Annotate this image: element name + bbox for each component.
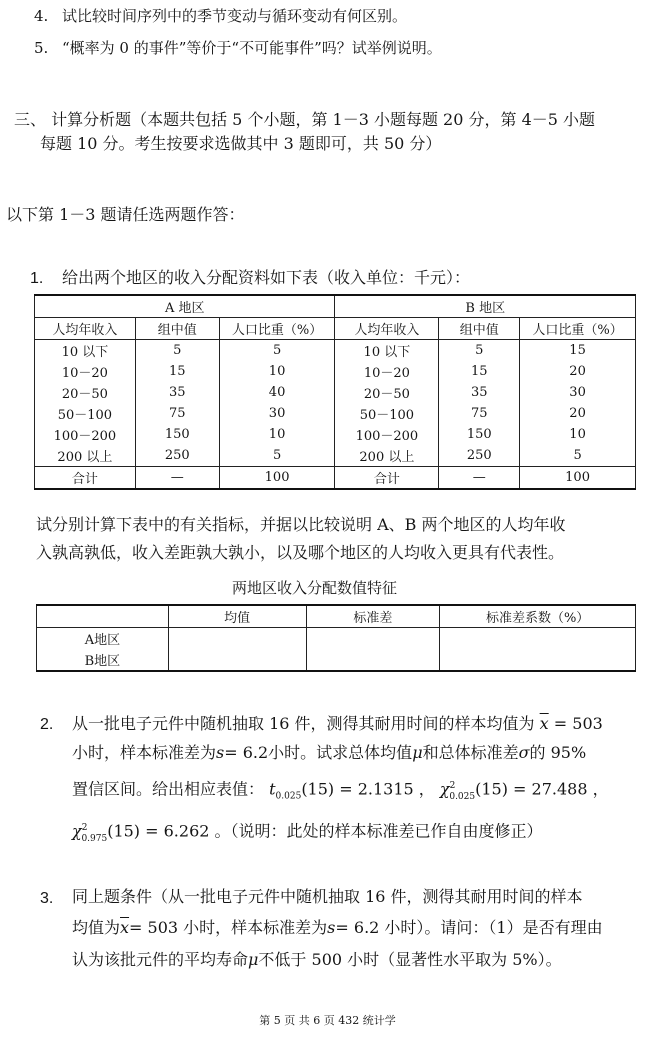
cell: 5 (219, 340, 335, 362)
t-subscript: 0.025 (275, 791, 302, 802)
cell: 75 (439, 403, 520, 424)
cell (168, 628, 306, 650)
cell: 30 (219, 403, 335, 424)
region-a-header: A 地区 (35, 295, 335, 318)
q2-line2-c: 和总体标准差 (422, 743, 519, 762)
cell: 5 (439, 340, 520, 362)
region-b-header: B 地区 (335, 295, 636, 318)
cell: 100－200 (335, 424, 439, 445)
q5-num: 5. (34, 39, 49, 57)
chi-sup: 2 (81, 823, 88, 833)
q1-follow-line2: 入孰高孰低，收入差距孰大孰小，以及哪个地区的人均收入更具有代表性。 (36, 543, 565, 562)
q1-text: 给出两个地区的收入分配资料如下表（收入单位：千元）： (62, 268, 471, 287)
q5-text: “概率为 0 的事件”等价于“不可能事件”吗？试举例说明。 (62, 39, 442, 57)
q4-num: 4. (34, 7, 49, 25)
q3-line3-a: 认为该批元件的平均寿命 (72, 950, 249, 969)
cell: 20－50 (35, 382, 136, 403)
cell: 35 (135, 382, 219, 403)
s-symbol: s (327, 918, 336, 937)
cell: 10－20 (335, 361, 439, 382)
table-row (35, 382, 636, 403)
q1-follow-line1: 试分别计算下表中的有关指标，并据以比较说明 A、B 两个地区的人均年收 (36, 515, 566, 534)
q2-line2-a: 小时，样本标准差为 (72, 743, 217, 762)
header-cv: 标准差系数（%） (440, 605, 636, 628)
table-row (35, 424, 636, 445)
x-bar-symbol: $\overline{x}$ (120, 918, 130, 937)
row-b-label: B地区 (37, 649, 169, 671)
cell: 5 (135, 340, 219, 362)
cell (168, 649, 306, 671)
cell: 200 以上 (35, 445, 136, 467)
q3-line3 (72, 950, 562, 970)
cell: 40 (219, 382, 335, 403)
cell: 50－100 (335, 403, 439, 424)
chi-value-2: (15) = 6.262 。 (107, 821, 231, 841)
total-pct-a: 100 (219, 467, 335, 490)
row-a-label: A地区 (37, 628, 169, 650)
cell: 200 以上 (335, 445, 439, 467)
q2-note: （说明：此处的样本标准差已作自由度修正） (230, 821, 543, 841)
table-row (35, 403, 636, 424)
q2-line1-text: 从一批电子元件中随机抽取 16 件，测得其耐用时间的样本均值为 (72, 714, 535, 733)
header-pct-b: 人口比重（%） (520, 318, 636, 340)
t-value: (15) = 2.1315 ， (301, 779, 435, 799)
chi-sup: 2 (449, 781, 456, 791)
q2-line2-b: 小时。试求总体均值 (268, 743, 413, 762)
table-row (35, 445, 636, 467)
sigma-symbol: σ (518, 743, 530, 762)
q2-mean-value: = 503 (553, 714, 603, 733)
q2-line2 (72, 743, 586, 763)
cell: 30 (520, 382, 636, 403)
cell: 250 (135, 445, 219, 467)
cell: 75 (135, 403, 219, 424)
cell: 250 (439, 445, 520, 467)
total-mid-a: — (135, 467, 219, 490)
table2-title: 两地区收入分配数值特征 (232, 579, 398, 597)
mu-symbol: μ (412, 743, 423, 762)
section3-title-line1: 三、 计算分析题（本题共包括 5 个小题，第 1－3 小题每题 20 分，第 4－5 小题 (14, 110, 596, 129)
section3-title-line2: 每题 10 分。考生按要求选做其中 3 题即可，共 50 分） (40, 134, 442, 153)
q2-line3 (72, 776, 609, 807)
cell: 20－50 (335, 382, 439, 403)
x-bar-symbol: $\overline{x}$ (539, 714, 549, 733)
q4-text: 试比较时间序列中的季节变动与循环变动有何区别。 (62, 7, 408, 25)
total-mid-b: — (439, 467, 520, 490)
stats-corner (37, 605, 169, 628)
q3-line2 (72, 918, 603, 938)
cell: 10 (219, 424, 335, 445)
q3-line2-a: 均值为 (72, 918, 121, 937)
header-std: 标准差 (306, 605, 440, 628)
total-label-a: 合计 (35, 467, 136, 490)
cell: 100－200 (35, 424, 136, 445)
cell: 20 (520, 403, 636, 424)
t-symbol: t (269, 779, 276, 799)
cell (440, 649, 636, 671)
s-symbol: s (216, 743, 225, 762)
header-income-a: 人均年收入 (35, 318, 136, 340)
cell: 15 (135, 361, 219, 382)
cell: 35 (439, 382, 520, 403)
header-mean: 均值 (168, 605, 306, 628)
table-row (37, 628, 636, 650)
q2-std-value: = 6.2 (224, 743, 269, 762)
q2-line3-a: 置信区间。给出相应表值： (72, 779, 265, 799)
chi-symbol: χ (72, 821, 82, 841)
cell: 20 (520, 361, 636, 382)
cell: 5 (520, 445, 636, 467)
income-table (34, 294, 636, 490)
cell: 10－20 (35, 361, 136, 382)
cell: 50－100 (35, 403, 136, 424)
q2-line2-d: 的 95% (529, 743, 587, 762)
q2-num: 2. (40, 716, 54, 733)
q2-line4 (72, 818, 543, 849)
header-mid-b: 组中值 (439, 318, 520, 340)
q3-mean-value: = 503 小时，样本标准差为 (129, 918, 328, 937)
header-income-b: 人均年收入 (335, 318, 439, 340)
cell (306, 628, 440, 650)
cell: 15 (439, 361, 520, 382)
cell: 10 (219, 361, 335, 382)
cell: 10 以下 (335, 340, 439, 362)
q1-num: 1. (30, 270, 44, 287)
q3-line3-b: 不低于 500 小时（显著性水平取为 5%）。 (258, 950, 562, 969)
cell: 15 (520, 340, 636, 362)
header-pct-a: 人口比重（%） (219, 318, 335, 340)
q3-line1: 同上题条件（从一批电子元件中随机抽取 16 件，测得其耐用时间的样本 (72, 887, 583, 906)
table-total-row (35, 467, 636, 490)
q3-std-value: = 6.2 小时）。请问：（1）是否有理由 (335, 918, 603, 937)
table-row (37, 649, 636, 671)
cell (306, 649, 440, 671)
section3-instruction: 以下第 1－3 题请任选两题作答： (6, 205, 245, 224)
cell: 150 (439, 424, 520, 445)
chi-subscript: 0.975 (81, 833, 108, 844)
table-row (35, 361, 636, 382)
cell: 10 以下 (35, 340, 136, 362)
cell: 150 (135, 424, 219, 445)
total-label-b: 合计 (335, 467, 439, 490)
page-footer: 第 5 页 共 6 页 432 统计学 (259, 1014, 396, 1027)
total-pct-b: 100 (520, 467, 636, 490)
q3-num: 3. (40, 890, 54, 907)
cell: 5 (219, 445, 335, 467)
chi-symbol: χ (439, 779, 450, 799)
table-row (35, 340, 636, 362)
chi-value-1: (15) = 27.488 ， (475, 779, 609, 799)
mu-symbol: μ (248, 950, 259, 969)
cell: 10 (520, 424, 636, 445)
header-mid-a: 组中值 (135, 318, 219, 340)
cell (440, 628, 636, 650)
q2-line1 (72, 714, 603, 734)
stats-table (36, 604, 636, 672)
chi-subscript: 0.025 (449, 791, 476, 802)
